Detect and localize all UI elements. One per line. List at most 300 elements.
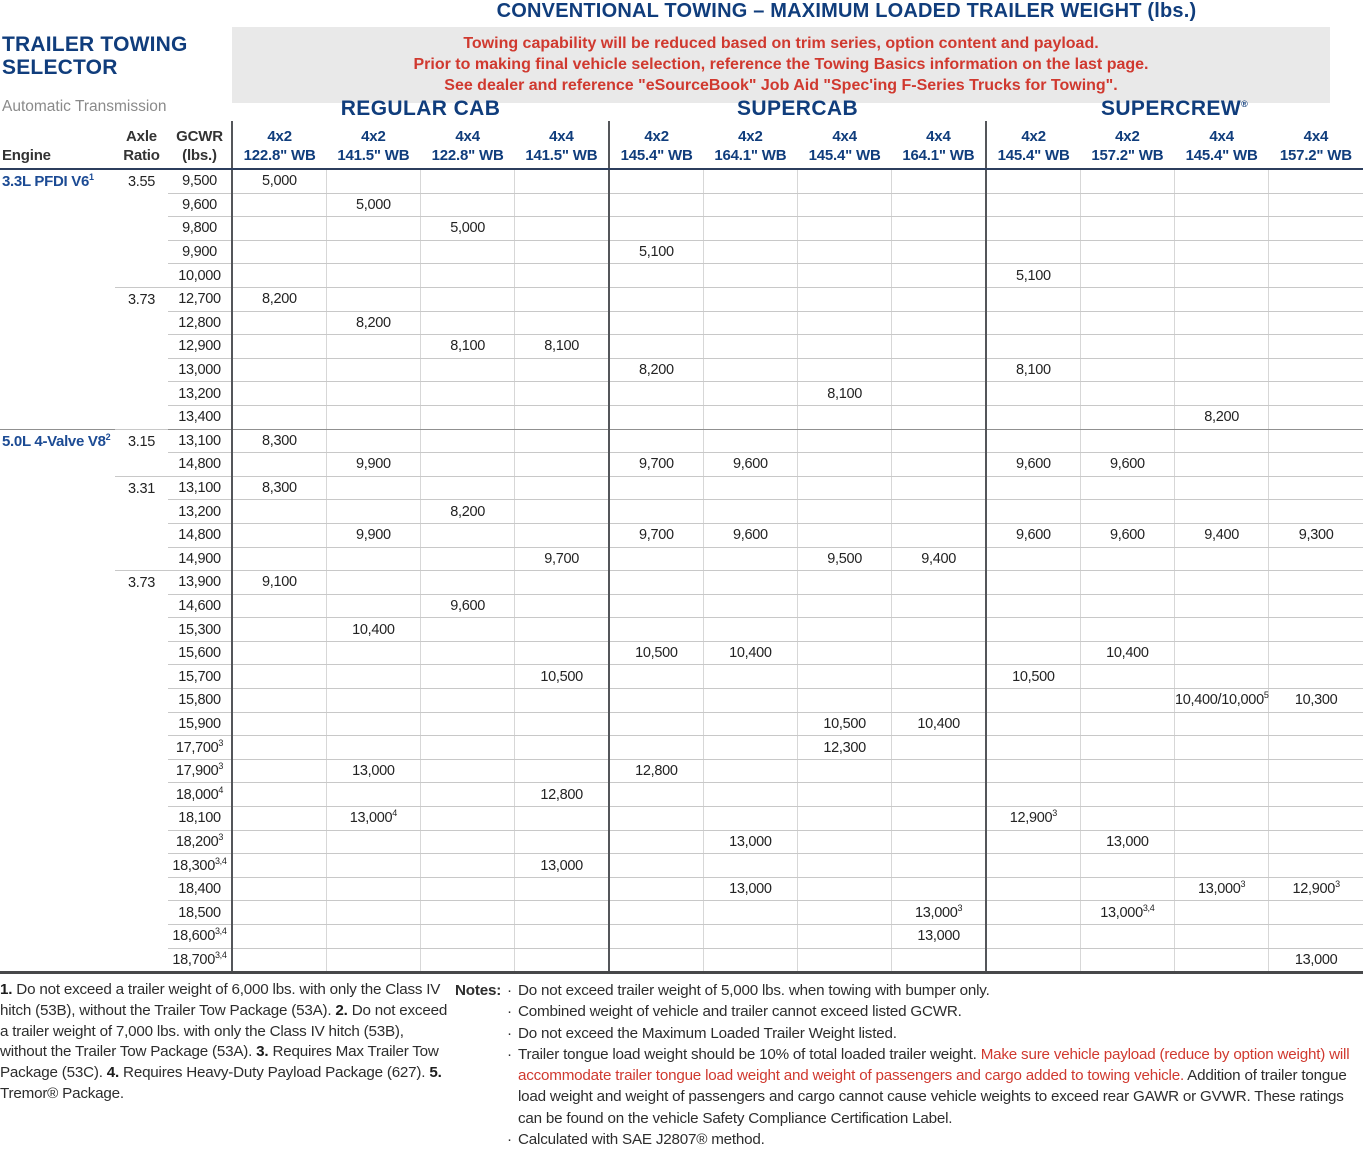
max-trailer-weight-cell <box>326 689 420 713</box>
max-trailer-weight-cell <box>515 571 609 595</box>
max-trailer-weight-cell <box>986 594 1080 618</box>
max-trailer-weight-cell <box>986 193 1080 217</box>
gcwr-cell: 9,500 <box>168 169 232 193</box>
max-trailer-weight-cell <box>609 169 703 193</box>
max-trailer-weight-cell <box>1269 169 1363 193</box>
max-trailer-weight-cell <box>232 689 326 713</box>
max-trailer-weight-cell <box>1080 783 1174 807</box>
max-trailer-weight-cell <box>1175 854 1269 878</box>
max-trailer-weight-cell <box>1080 287 1174 311</box>
max-trailer-weight-cell <box>515 429 609 453</box>
max-trailer-weight-cell <box>326 335 420 359</box>
max-trailer-weight-cell <box>703 759 797 783</box>
max-trailer-weight-cell <box>798 358 892 382</box>
max-trailer-weight-cell <box>703 382 797 406</box>
gcwr-cell: 18,500 <box>168 901 232 925</box>
max-trailer-weight-cell <box>609 783 703 807</box>
max-trailer-weight-cell <box>609 264 703 288</box>
max-trailer-weight-cell: 9,900 <box>326 453 420 477</box>
max-trailer-weight-cell <box>326 287 420 311</box>
max-trailer-weight-cell <box>421 571 515 595</box>
max-trailer-weight-cell <box>1080 358 1174 382</box>
max-trailer-weight-cell <box>798 830 892 854</box>
max-trailer-weight-cell: 8,200 <box>1175 405 1269 429</box>
max-trailer-weight-cell <box>515 453 609 477</box>
max-trailer-weight-cell <box>609 335 703 359</box>
gcwr-column-header: GCWR (lbs.) <box>168 121 232 169</box>
max-trailer-weight-cell <box>703 311 797 335</box>
gcwr-cell: 14,800 <box>168 453 232 477</box>
max-trailer-weight-cell <box>798 618 892 642</box>
max-trailer-weight-cell <box>1175 759 1269 783</box>
max-trailer-weight-cell <box>892 405 986 429</box>
max-trailer-weight-cell: 9,600 <box>1080 523 1174 547</box>
max-trailer-weight-cell <box>421 854 515 878</box>
max-trailer-weight-cell <box>703 193 797 217</box>
max-trailer-weight-cell <box>1175 240 1269 264</box>
max-trailer-weight-cell <box>609 429 703 453</box>
spec-column-header-11: 4x4 145.4" WB <box>1175 121 1269 169</box>
max-trailer-weight-cell <box>326 429 420 453</box>
max-trailer-weight-cell <box>326 736 420 760</box>
max-trailer-weight-cell <box>1080 500 1174 524</box>
max-trailer-weight-cell: 12,900$^3$ <box>1269 877 1363 901</box>
engine-cell: 5.0L 4-Valve $V8^2$ <box>0 429 115 973</box>
gcwr-cell: 13,900 <box>168 571 232 595</box>
max-trailer-weight-cell <box>609 594 703 618</box>
max-trailer-weight-cell <box>1080 618 1174 642</box>
spec-column-header-2: 4x2 141.5" WB <box>326 121 420 169</box>
max-trailer-weight-cell <box>232 500 326 524</box>
max-trailer-weight-cell <box>986 287 1080 311</box>
max-trailer-weight-cell <box>892 641 986 665</box>
max-trailer-weight-cell <box>1269 193 1363 217</box>
max-trailer-weight-cell <box>892 807 986 831</box>
gcwr-cell: 18,300$^{3,4}$ <box>168 854 232 878</box>
max-trailer-weight-cell <box>1269 665 1363 689</box>
max-trailer-weight-cell <box>1175 901 1269 925</box>
max-trailer-weight-cell <box>1269 783 1363 807</box>
max-trailer-weight-cell <box>798 453 892 477</box>
max-trailer-weight-cell <box>1080 689 1174 713</box>
max-trailer-weight-cell <box>421 807 515 831</box>
max-trailer-weight-cell <box>892 571 986 595</box>
max-trailer-weight-cell <box>326 500 420 524</box>
max-trailer-weight-cell <box>326 169 420 193</box>
max-trailer-weight-cell <box>1175 736 1269 760</box>
max-trailer-weight-cell <box>1269 476 1363 500</box>
max-trailer-weight-cell <box>892 193 986 217</box>
max-trailer-weight-cell <box>798 948 892 973</box>
gcwr-cell: 13,200 <box>168 500 232 524</box>
max-trailer-weight-cell <box>609 901 703 925</box>
max-trailer-weight-cell: 13,000 <box>703 830 797 854</box>
notes-bullets <box>507 980 1360 1149</box>
max-trailer-weight-cell <box>1269 429 1363 453</box>
gcwr-cell: 15,900 <box>168 712 232 736</box>
max-trailer-weight-cell <box>1269 335 1363 359</box>
max-trailer-weight-cell <box>1269 901 1363 925</box>
max-trailer-weight-cell <box>1175 807 1269 831</box>
gcwr-cell: 13,100 <box>168 429 232 453</box>
max-trailer-weight-cell: 9,700 <box>609 453 703 477</box>
selector-title-line2: SELECTOR <box>2 56 118 80</box>
max-trailer-weight-cell: 13,000 <box>1269 948 1363 973</box>
max-trailer-weight-cell: 9,900 <box>326 523 420 547</box>
max-trailer-weight-cell <box>798 854 892 878</box>
spec-column-header-4: 4x4 141.5" WB <box>515 121 609 169</box>
note-text-segment: Calculated with SAE J2807® method. <box>518 1130 765 1148</box>
max-trailer-weight-cell <box>232 854 326 878</box>
max-trailer-weight-cell <box>609 689 703 713</box>
max-trailer-weight-cell <box>703 712 797 736</box>
max-trailer-weight-cell <box>1080 382 1174 406</box>
max-trailer-weight-cell <box>515 358 609 382</box>
max-trailer-weight-cell <box>1269 287 1363 311</box>
max-trailer-weight-cell <box>609 500 703 524</box>
max-trailer-weight-cell <box>232 264 326 288</box>
max-trailer-weight-cell <box>421 382 515 406</box>
gcwr-cell: 9,600 <box>168 193 232 217</box>
max-trailer-weight-cell: 8,300 <box>232 429 326 453</box>
max-trailer-weight-cell <box>892 523 986 547</box>
max-trailer-weight-cell <box>609 217 703 241</box>
max-trailer-weight-cell <box>515 240 609 264</box>
gcwr-cell: 18,400 <box>168 877 232 901</box>
max-trailer-weight-cell <box>798 925 892 949</box>
max-trailer-weight-cell <box>1175 618 1269 642</box>
max-trailer-weight-cell <box>1080 547 1174 571</box>
cab-group-header-1: REGULAR CAB <box>340 96 501 120</box>
max-trailer-weight-cell <box>421 311 515 335</box>
max-trailer-weight-cell: 9,100 <box>232 571 326 595</box>
max-trailer-weight-cell <box>1080 311 1174 335</box>
max-trailer-weight-cell <box>703 594 797 618</box>
gcwr-cell: 15,800 <box>168 689 232 713</box>
max-trailer-weight-cell <box>326 901 420 925</box>
max-trailer-weight-cell <box>421 925 515 949</box>
max-trailer-weight-cell <box>326 476 420 500</box>
max-trailer-weight-cell <box>1175 547 1269 571</box>
max-trailer-weight-cell <box>1175 358 1269 382</box>
max-trailer-weight-cell <box>1175 429 1269 453</box>
max-trailer-weight-cell <box>609 712 703 736</box>
group-header-spacer <box>0 96 232 121</box>
max-trailer-weight-cell: 5,100 <box>609 240 703 264</box>
max-trailer-weight-cell <box>515 311 609 335</box>
note-text-segment: Combined weight of vehicle and trailer cannot exceed listed GCWR. <box>518 1003 962 1021</box>
max-trailer-weight-cell <box>1175 665 1269 689</box>
max-trailer-weight-cell <box>421 169 515 193</box>
max-trailer-weight-cell <box>326 405 420 429</box>
max-trailer-weight-cell <box>798 335 892 359</box>
max-trailer-weight-cell <box>1175 382 1269 406</box>
max-trailer-weight-cell <box>232 335 326 359</box>
max-trailer-weight-cell <box>609 854 703 878</box>
max-trailer-weight-cell <box>1175 287 1269 311</box>
axle-ratio-cell: 3.73 <box>115 571 168 973</box>
max-trailer-weight-cell <box>1269 807 1363 831</box>
max-trailer-weight-cell <box>421 453 515 477</box>
max-trailer-weight-cell <box>232 405 326 429</box>
max-trailer-weight-cell <box>703 665 797 689</box>
max-trailer-weight-cell: 9,400 <box>892 547 986 571</box>
max-trailer-weight-cell <box>703 405 797 429</box>
max-trailer-weight-cell: 9,600 <box>986 453 1080 477</box>
max-trailer-weight-cell <box>798 901 892 925</box>
max-trailer-weight-cell <box>515 405 609 429</box>
max-trailer-weight-cell <box>326 217 420 241</box>
max-trailer-weight-cell <box>1269 264 1363 288</box>
max-trailer-weight-cell <box>421 547 515 571</box>
max-trailer-weight-cell: 10,400 <box>1080 641 1174 665</box>
max-trailer-weight-cell <box>892 759 986 783</box>
max-trailer-weight-cell <box>798 571 892 595</box>
max-trailer-weight-cell <box>1269 217 1363 241</box>
max-trailer-weight-cell <box>421 712 515 736</box>
notes-section <box>455 980 1360 1149</box>
max-trailer-weight-cell <box>326 594 420 618</box>
max-trailer-weight-cell <box>986 571 1080 595</box>
max-trailer-weight-cell <box>609 405 703 429</box>
max-trailer-weight-cell: 5,000 <box>232 169 326 193</box>
towing-table <box>0 96 1363 974</box>
max-trailer-weight-cell <box>232 382 326 406</box>
max-trailer-weight-cell: 8,100 <box>798 382 892 406</box>
gcwr-cell: 18,600$^{3,4}$ <box>168 925 232 949</box>
max-trailer-weight-cell <box>986 759 1080 783</box>
max-trailer-weight-cell: 13,000$^3$ <box>892 901 986 925</box>
max-trailer-weight-cell <box>1080 217 1174 241</box>
max-trailer-weight-cell <box>798 311 892 335</box>
max-trailer-weight-cell <box>609 287 703 311</box>
max-trailer-weight-cell <box>421 877 515 901</box>
max-trailer-weight-cell <box>986 311 1080 335</box>
cab-group-header-2: SUPERCAB <box>736 96 859 120</box>
max-trailer-weight-cell <box>892 311 986 335</box>
max-trailer-weight-cell <box>798 193 892 217</box>
max-trailer-weight-cell <box>892 476 986 500</box>
max-trailer-weight-cell <box>1080 405 1174 429</box>
max-trailer-weight-cell <box>1080 807 1174 831</box>
note-text-segment: Do not exceed the Maximum Loaded Trailer Weight listed. <box>518 1024 897 1042</box>
spec-column-header-12: 4x4 157.2" WB <box>1269 121 1363 169</box>
max-trailer-weight-cell <box>609 877 703 901</box>
max-trailer-weight-cell <box>986 618 1080 642</box>
max-trailer-weight-cell <box>892 382 986 406</box>
max-trailer-weight-cell <box>703 169 797 193</box>
max-trailer-weight-cell <box>703 618 797 642</box>
max-trailer-weight-cell: 10,400 <box>703 641 797 665</box>
spec-column-header-8: 4x4 164.1" WB <box>892 121 986 169</box>
max-trailer-weight-cell: 13,000$^3$ <box>1175 877 1269 901</box>
note-text-segment: Make sure vehicle payload (reduce by option weight) will accommodate trailer tongue load weight and weight of passengers and cargo added to towing vehicle. <box>518 1045 1350 1085</box>
max-trailer-weight-cell <box>986 169 1080 193</box>
max-trailer-weight-cell: 8,200 <box>609 358 703 382</box>
gcwr-cell: 12,900 <box>168 335 232 359</box>
max-trailer-weight-cell <box>421 948 515 973</box>
max-trailer-weight-cell <box>1269 830 1363 854</box>
max-trailer-weight-cell <box>1080 240 1174 264</box>
max-trailer-weight-cell <box>703 948 797 973</box>
max-trailer-weight-cell <box>326 547 420 571</box>
bullet-dot: · <box>507 1130 512 1148</box>
max-trailer-weight-cell <box>798 665 892 689</box>
max-trailer-weight-cell <box>798 405 892 429</box>
note-text-segment: Do not exceed trailer weight of 5,000 lbs. when towing with bumper only. <box>518 982 990 999</box>
gcwr-cell: 14,800 <box>168 523 232 547</box>
max-trailer-weight-cell <box>421 736 515 760</box>
max-trailer-weight-cell <box>1175 712 1269 736</box>
max-trailer-weight-cell <box>892 854 986 878</box>
max-trailer-weight-cell <box>1269 712 1363 736</box>
max-trailer-weight-cell <box>421 641 515 665</box>
max-trailer-weight-cell <box>1080 169 1174 193</box>
max-trailer-weight-cell <box>232 547 326 571</box>
max-trailer-weight-cell <box>609 547 703 571</box>
max-trailer-weight-cell <box>421 759 515 783</box>
max-trailer-weight-cell <box>1269 453 1363 477</box>
max-trailer-weight-cell <box>1175 217 1269 241</box>
max-trailer-weight-cell <box>1175 948 1269 973</box>
cab-group-header-3: SUPERCREW® <box>1100 96 1249 120</box>
max-trailer-weight-cell <box>892 618 986 642</box>
max-trailer-weight-cell <box>609 311 703 335</box>
max-trailer-weight-cell <box>703 925 797 949</box>
max-trailer-weight-cell <box>892 240 986 264</box>
warning-line: Prior to making final vehicle selection, reference the Towing Basics information on the last page. <box>413 56 1149 74</box>
max-trailer-weight-cell <box>421 665 515 689</box>
max-trailer-weight-cell <box>232 925 326 949</box>
max-trailer-weight-cell <box>609 382 703 406</box>
max-trailer-weight-cell <box>421 783 515 807</box>
max-trailer-weight-cell: 12,900$^3$ <box>986 807 1080 831</box>
max-trailer-weight-cell: 10,500 <box>798 712 892 736</box>
max-trailer-weight-cell: 8,200 <box>421 500 515 524</box>
note-bullet <box>507 1044 1360 1129</box>
max-trailer-weight-cell <box>515 948 609 973</box>
selector-title <box>2 33 188 79</box>
max-trailer-weight-cell <box>986 335 1080 359</box>
max-trailer-weight-cell <box>1269 759 1363 783</box>
gcwr-cell: 18,100 <box>168 807 232 831</box>
max-trailer-weight-cell <box>515 476 609 500</box>
max-trailer-weight-cell <box>986 830 1080 854</box>
max-trailer-weight-cell: 10,400 <box>326 618 420 642</box>
max-trailer-weight-cell <box>1269 500 1363 524</box>
max-trailer-weight-cell <box>515 618 609 642</box>
towing-warning-box <box>232 27 1330 103</box>
max-trailer-weight-cell <box>986 476 1080 500</box>
footnote-number: 4. <box>106 1064 120 1082</box>
max-trailer-weight-cell <box>326 382 420 406</box>
axle-ratio-cell: 3.15 <box>115 429 168 476</box>
max-trailer-weight-cell: 10,300 <box>1269 689 1363 713</box>
max-trailer-weight-cell <box>1269 618 1363 642</box>
max-trailer-weight-cell <box>798 476 892 500</box>
max-trailer-weight-cell: 10,500 <box>609 641 703 665</box>
engine-cell: 3.3L PFDI $V6^1$ <box>0 169 115 429</box>
max-trailer-weight-cell <box>703 335 797 359</box>
max-trailer-weight-cell: 9,700 <box>515 547 609 571</box>
max-trailer-weight-cell <box>326 925 420 949</box>
max-trailer-weight-cell <box>609 618 703 642</box>
max-trailer-weight-cell: 8,100 <box>986 358 1080 382</box>
max-trailer-weight-cell <box>515 193 609 217</box>
max-trailer-weight-cell <box>1175 571 1269 595</box>
max-trailer-weight-cell <box>1080 571 1174 595</box>
axle-ratio-column-header: Axle Ratio <box>115 121 168 169</box>
max-trailer-weight-cell <box>421 287 515 311</box>
max-trailer-weight-cell <box>986 405 1080 429</box>
max-trailer-weight-cell <box>986 689 1080 713</box>
max-trailer-weight-cell: 8,100 <box>515 335 609 359</box>
max-trailer-weight-cell: 10,400 <box>892 712 986 736</box>
max-trailer-weight-cell <box>515 877 609 901</box>
max-trailer-weight-cell <box>515 594 609 618</box>
max-trailer-weight-cell <box>515 736 609 760</box>
note-bullet <box>507 1129 1360 1149</box>
max-trailer-weight-cell <box>421 405 515 429</box>
max-trailer-weight-cell <box>798 594 892 618</box>
gcwr-cell: 9,800 <box>168 217 232 241</box>
max-trailer-weight-cell <box>609 665 703 689</box>
max-trailer-weight-cell <box>1269 382 1363 406</box>
max-trailer-weight-cell <box>703 429 797 453</box>
max-trailer-weight-cell: 13,000 <box>326 759 420 783</box>
gcwr-cell: 14,900 <box>168 547 232 571</box>
max-trailer-weight-cell <box>1175 783 1269 807</box>
max-trailer-weight-cell <box>892 358 986 382</box>
max-trailer-weight-cell <box>609 571 703 595</box>
max-trailer-weight-cell: 13,000$^4$ <box>326 807 420 831</box>
gcwr-cell: 9,900 <box>168 240 232 264</box>
max-trailer-weight-cell: 8,200 <box>232 287 326 311</box>
max-trailer-weight-cell <box>798 877 892 901</box>
max-trailer-weight-cell <box>892 500 986 524</box>
max-trailer-weight-cell <box>326 641 420 665</box>
axle-ratio-cell: 3.31 <box>115 476 168 570</box>
max-trailer-weight-cell <box>798 264 892 288</box>
axle-ratio-cell: 3.55 <box>115 169 168 287</box>
max-trailer-weight-cell: 13,000 <box>703 877 797 901</box>
gcwr-cell: 13,200 <box>168 382 232 406</box>
max-trailer-weight-cell: 9,500 <box>798 547 892 571</box>
max-trailer-weight-cell <box>1080 736 1174 760</box>
max-trailer-weight-cell <box>515 712 609 736</box>
gcwr-cell: 17,700$^3$ <box>168 736 232 760</box>
max-trailer-weight-cell <box>798 641 892 665</box>
max-trailer-weight-cell <box>1269 571 1363 595</box>
max-trailer-weight-cell: 12,800 <box>515 783 609 807</box>
max-trailer-weight-cell <box>232 193 326 217</box>
max-trailer-weight-cell <box>421 476 515 500</box>
max-trailer-weight-cell <box>1175 830 1269 854</box>
max-trailer-weight-cell <box>515 287 609 311</box>
max-trailer-weight-cell <box>798 783 892 807</box>
max-trailer-weight-cell <box>703 854 797 878</box>
max-trailer-weight-cell <box>892 665 986 689</box>
max-trailer-weight-cell <box>232 948 326 973</box>
max-trailer-weight-cell <box>986 901 1080 925</box>
max-trailer-weight-cell <box>232 311 326 335</box>
max-trailer-weight-cell: 13,000 <box>892 925 986 949</box>
max-trailer-weight-cell <box>609 736 703 760</box>
footnote-number: 2. <box>335 1001 348 1019</box>
note-bullet <box>507 980 1360 1001</box>
max-trailer-weight-cell: 13,000 <box>1080 830 1174 854</box>
warning-line: Towing capability will be reduced based on trim series, option content and payload. <box>463 35 1099 52</box>
